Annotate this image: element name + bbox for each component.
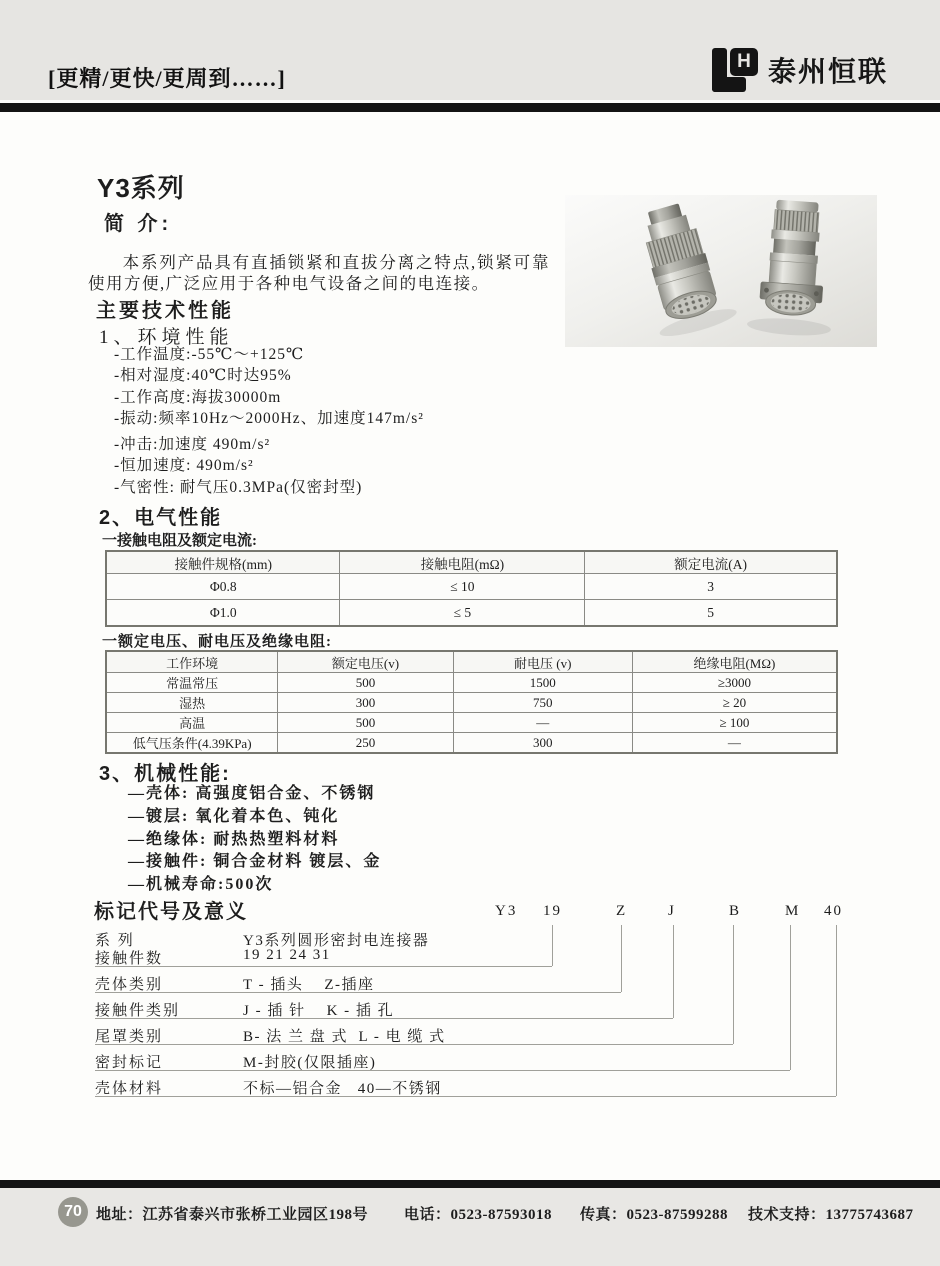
table-cell: ≤ 10 bbox=[340, 574, 585, 600]
table-cell: 低气压条件(4.39KPa) bbox=[106, 733, 278, 754]
footer-fax: 传真：0523-87599288 bbox=[580, 1207, 728, 1223]
env-item: -冲击:加速度 490m/s² bbox=[114, 436, 271, 454]
table-cell: — bbox=[453, 713, 632, 733]
logo-l-foot bbox=[712, 77, 746, 92]
table-cell: 湿热 bbox=[106, 693, 278, 713]
leader-line bbox=[790, 925, 791, 1070]
table-cell: ≤ 5 bbox=[340, 600, 585, 627]
mark-label: 壳体材料 bbox=[95, 1081, 164, 1097]
table-cell: 500 bbox=[278, 673, 453, 693]
code-part-shell: Z bbox=[616, 903, 628, 919]
mark-label: 系 列 bbox=[95, 933, 135, 949]
code-part-contact-type: J bbox=[668, 903, 676, 919]
table-cell: Φ0.8 bbox=[106, 574, 340, 600]
electrical-heading: 2、电气性能 bbox=[99, 507, 223, 529]
env-item: -工作温度:-55℃～+125℃ bbox=[114, 346, 305, 363]
header-divider bbox=[0, 103, 940, 112]
table-cell: 250 bbox=[278, 733, 453, 754]
table-header-cell: 接触件规格(mm) bbox=[106, 551, 340, 574]
env-item: -振动:频率10Hz～2000Hz、加速度147m/s² bbox=[114, 409, 424, 427]
mechanical-spec-list bbox=[128, 783, 381, 897]
table-cell: 5 bbox=[585, 600, 837, 627]
logo-h-box: H bbox=[730, 48, 758, 76]
table-cell: 300 bbox=[453, 733, 632, 754]
footer-support: 技术支持：13775743687 bbox=[748, 1207, 914, 1223]
table-cell: 500 bbox=[278, 713, 453, 733]
mark-label: 尾罩类别 bbox=[95, 1029, 164, 1045]
table-cell: 常温常压 bbox=[106, 673, 278, 693]
leader-line bbox=[95, 992, 621, 993]
company-logo-icon bbox=[712, 48, 758, 92]
table2-caption: 一额定电压、耐电压及绝缘电阻: bbox=[102, 634, 332, 650]
connector-illustration bbox=[565, 195, 877, 347]
table-cell: 750 bbox=[453, 693, 632, 713]
mechanical-heading: 3、机械性能: bbox=[99, 763, 231, 785]
tech-heading: 主要技术性能 bbox=[96, 300, 234, 322]
env-item: -相对湿度:40℃时达95% bbox=[114, 367, 292, 385]
mech-item: —绝缘体: 耐热热塑料材料 bbox=[128, 830, 340, 848]
table1-caption: 一接触电阻及额定电流: bbox=[102, 533, 257, 549]
table-header-cell: 额定电流(A) bbox=[585, 551, 837, 574]
header-slogan: [更精/更快/更周到……] bbox=[48, 66, 286, 91]
marking-heading: 标记代号及意义 bbox=[94, 901, 248, 923]
footer-phone: 电话：0523-87593018 bbox=[404, 1207, 552, 1223]
page-title: Y3系列 bbox=[97, 173, 185, 203]
table-header-cell: 工作环境 bbox=[106, 651, 278, 673]
table-header-cell: 额定电压(v) bbox=[278, 651, 453, 673]
page-number-badge: 70 bbox=[58, 1197, 88, 1227]
table-row bbox=[106, 574, 837, 600]
table-header-cell: 绝缘电阻(MΩ) bbox=[632, 651, 837, 673]
mark-label: 密封标记 bbox=[95, 1055, 164, 1071]
mech-item: —壳体: 高强度铝合金、不锈钢 bbox=[128, 785, 376, 802]
code-part-seal: M bbox=[785, 903, 801, 919]
leader-line bbox=[95, 966, 552, 967]
company-name: 泰州恒联 bbox=[767, 56, 888, 87]
env-spec-list bbox=[114, 344, 424, 498]
table-cell: 高温 bbox=[106, 713, 278, 733]
table-header-cell: 耐电压 (v) bbox=[453, 651, 632, 673]
table-cell: 300 bbox=[278, 693, 453, 713]
table-row bbox=[106, 673, 837, 693]
table-cell: 3 bbox=[585, 574, 837, 600]
contact-resistance-table bbox=[105, 550, 838, 627]
intro-paragraph: 本系列产品具有直插锁紧和直拔分离之特点,锁紧可靠使用方便,广泛应用于各种电气设备之间的电连接。 bbox=[88, 252, 550, 293]
mark-value: B- 法 兰 盘 式 L - 电 缆 式 bbox=[243, 1029, 446, 1045]
mech-item: —接触件: 铜合金材料 镀层、金 bbox=[128, 853, 382, 871]
footer-address: 地址：江苏省泰兴市张桥工业园区198号 bbox=[96, 1207, 369, 1223]
table-row bbox=[106, 713, 837, 733]
mark-value: M-封胶(仅限插座) bbox=[243, 1055, 377, 1071]
code-part-contacts: 19 bbox=[543, 903, 562, 919]
mark-label: 接触件数 bbox=[95, 951, 164, 967]
leader-line bbox=[95, 1018, 673, 1019]
mark-value: T - 插头 Z-插座 bbox=[243, 977, 375, 993]
code-part-material: 40 bbox=[824, 903, 843, 919]
leader-line bbox=[552, 925, 553, 966]
mark-value: J - 插 针 K - 插 孔 bbox=[243, 1003, 395, 1019]
leader-line bbox=[733, 925, 734, 1044]
header-band bbox=[0, 0, 940, 100]
table-cell: ≥ 100 bbox=[632, 713, 837, 733]
mark-value: 不标—铝合金 40—不锈钢 bbox=[243, 1081, 442, 1097]
leader-line bbox=[673, 925, 674, 1018]
table-cell: ≥3000 bbox=[632, 673, 837, 693]
code-part-series: Y3 bbox=[495, 903, 518, 919]
table-cell: ≥ 20 bbox=[632, 693, 837, 713]
mark-value: Y3系列圆形密封电连接器 bbox=[243, 933, 430, 949]
env-item: -工作高度:海拔30000m bbox=[114, 388, 282, 406]
table-cell: Φ1.0 bbox=[106, 600, 340, 627]
code-part-tail: B bbox=[729, 903, 742, 919]
leader-line bbox=[95, 1070, 790, 1071]
footer-band bbox=[0, 1188, 940, 1266]
leader-line bbox=[621, 925, 622, 992]
table-row bbox=[106, 600, 837, 627]
table-cell: — bbox=[632, 733, 837, 754]
leader-line bbox=[95, 1044, 733, 1045]
intro-heading: 简 介: bbox=[104, 213, 173, 235]
env-item: -恒加速度: 490m/s² bbox=[114, 457, 254, 475]
product-photo bbox=[565, 195, 877, 347]
mark-value: 19 21 24 31 bbox=[243, 947, 331, 963]
mech-item: —镀层: 氧化着本色、钝化 bbox=[128, 807, 340, 825]
voltage-insulation-table bbox=[105, 650, 838, 754]
mark-label: 壳体类别 bbox=[95, 977, 164, 993]
footer-divider bbox=[0, 1180, 940, 1188]
table-row bbox=[106, 733, 837, 754]
mark-label: 接触件类别 bbox=[95, 1003, 181, 1019]
table-row bbox=[106, 693, 837, 713]
table-header-cell: 接触电阻(mΩ) bbox=[340, 551, 585, 574]
leader-line bbox=[95, 1096, 836, 1097]
company-logo bbox=[712, 48, 888, 92]
env-item: -气密性: 耐气压0.3MPa(仅密封型) bbox=[114, 478, 363, 496]
mech-item: —机械寿命:500次 bbox=[128, 876, 274, 894]
env-heading: 1、环境性能 bbox=[99, 327, 234, 348]
leader-line bbox=[836, 925, 837, 1096]
table-cell: 1500 bbox=[453, 673, 632, 693]
